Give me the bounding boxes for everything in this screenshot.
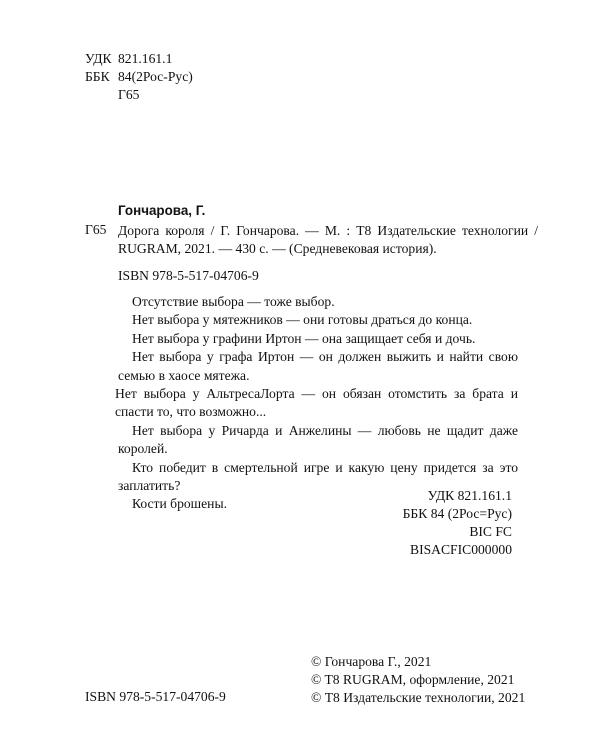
- copyright-line: © Гончарова Г., 2021: [311, 654, 432, 669]
- footer-isbn: ISBN 978-5-517-04706-9: [85, 689, 226, 704]
- annotation-line: Нет выбора у графини Иртон — она защищает себя и дочь.: [132, 330, 476, 346]
- catalog-cutter: Г65: [85, 222, 107, 237]
- cutter-value: Г65: [118, 87, 140, 102]
- udk-row: [85, 50, 193, 68]
- classification-block: [85, 50, 193, 104]
- bic-code: BIC FC: [469, 524, 512, 539]
- annotation: [115, 293, 518, 514]
- bbk-label: ББК: [85, 69, 110, 84]
- bisac-code: BISACFIC000000: [410, 542, 512, 557]
- annotation-line: Кто победит в смертельной игре и какую цену придется за это заплатить?: [118, 459, 518, 494]
- copyright-line: © Т8 Издательские технологии, 2021: [311, 690, 526, 705]
- udk-label: УДК: [85, 51, 112, 66]
- copyright-line: © T8 RUGRAM, оформление, 2021: [311, 672, 515, 687]
- annotation-line: Нет выбора у графа Иртон — он должен выжить и найти свою семью в хаосе мятежа.: [118, 349, 518, 383]
- annotation-line: Отсутствие выбора — тоже выбор.: [132, 294, 335, 309]
- annotation-line: Кости брошены.: [132, 496, 227, 512]
- bbk-code: ББК 84 (2Рос=Рус): [402, 506, 512, 521]
- classification-codes: [403, 487, 512, 559]
- annotation-line: Нет выбора у АльтресаЛорта — он обязан отомстить за брата и спасти то, что возможно...: [115, 386, 518, 420]
- annotation-line: Нет выбора у мятежников — они готовы драться до конца.: [132, 312, 473, 328]
- udk-value: 821.161.1: [118, 51, 173, 66]
- bibliographic-entry: Дорога короля / Г. Гончарова. — М. : Т8 Издательские технологии / RUGRAM, 2021. — 430 с. — (Средневековая история).: [118, 223, 538, 256]
- copyright-block: [311, 653, 525, 707]
- bbk-value: 84(2Рос-Рус): [118, 69, 193, 84]
- author-heading: Гончарова, Г.: [118, 203, 206, 218]
- bbk-row: [85, 68, 193, 86]
- catalog-isbn: ISBN 978-5-517-04706-9: [118, 268, 259, 283]
- udk-code: УДК 821.161.1: [427, 488, 512, 503]
- cutter-row: [85, 86, 193, 104]
- annotation-line: Нет выбора у Ричарда и Анжелины — любовь не щадит даже королей.: [118, 422, 518, 457]
